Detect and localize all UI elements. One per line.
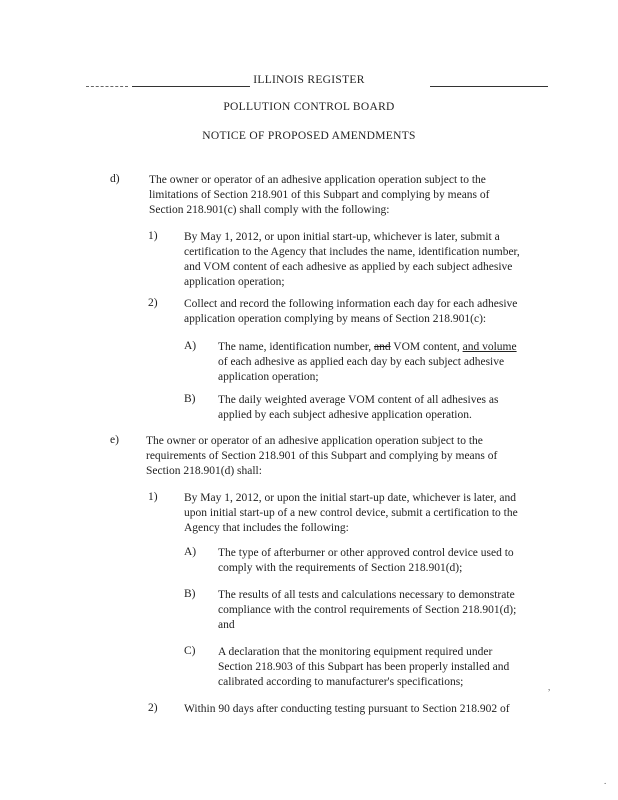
header-rule-left-dashes <box>86 86 128 87</box>
text-line: The owner or operator of an adhesive application operation subject to the <box>149 174 486 186</box>
deleted-text: and <box>374 341 391 353</box>
text-line: calibrated according to manufacturer's specifications; <box>218 676 464 688</box>
text-line: Section 218.903 of this Subpart has been properly installed and <box>218 661 510 673</box>
d-item-1-text <box>184 230 520 290</box>
text-line: The owner or operator of an adhesive application operation subject to the <box>146 435 483 447</box>
e-item-1-B-label: B) <box>184 588 196 600</box>
e-item-2-text <box>184 702 510 717</box>
text-line: application operation complying by means of Section 218.901(c): <box>184 313 487 325</box>
text-line: applied by each subject adhesive application operation. <box>218 409 472 421</box>
header-rule-left <box>132 86 250 87</box>
section-d-label: d) <box>110 173 120 185</box>
text-line: and <box>218 619 235 631</box>
d-item-2-A-label: A) <box>184 340 197 352</box>
section-e-text <box>146 434 497 479</box>
e-item-1-C-label: C) <box>184 645 196 657</box>
header-rule-right <box>430 86 548 87</box>
text-line: Section 218.901(c) shall comply with the following: <box>149 204 390 216</box>
text-line: By May 1, 2012, or upon initial start-up, whichever is later, submit a <box>184 231 500 243</box>
inserted-text: and volume <box>462 341 517 353</box>
text-line: Within 90 days after conducting testing pursuant to Section 218.902 of <box>184 703 510 715</box>
text-line: Collect and record the following information each day for each adhesive <box>184 298 518 310</box>
d-item-2-text <box>184 297 517 327</box>
e-item-1-B-text <box>218 588 516 633</box>
text-line: By May 1, 2012, or upon the initial start-up date, whichever is later, and <box>184 492 517 504</box>
e-item-1-label: 1) <box>148 491 158 503</box>
amended-line <box>218 340 517 355</box>
text-line: certification to the Agency that includes the name, identification number, <box>184 246 520 258</box>
e-item-1-A-text <box>218 546 514 576</box>
text-line: A declaration that the monitoring equipment required under <box>218 646 493 658</box>
text-line: application operation; <box>218 371 319 383</box>
d-item-1-label: 1) <box>148 230 158 242</box>
text-line: The daily weighted average VOM content of all adhesives as <box>218 394 499 406</box>
text-line: The results of all tests and calculations necessary to demonstrate <box>218 589 515 601</box>
text-fragment: The name, identification number, <box>218 341 372 353</box>
text-line: upon initial start-up of a new control device, submit a certification to the <box>184 507 518 519</box>
scan-mark-right: , <box>548 682 551 692</box>
register-title: ILLINOIS REGISTER <box>253 74 365 86</box>
section-d-text <box>149 173 490 218</box>
d-item-2-label: 2) <box>148 297 158 309</box>
text-line: compliance with the control requirements of Section 218.901(d); <box>218 604 517 616</box>
d-item-2-B-text <box>218 393 499 423</box>
d-item-2-B-label: B) <box>184 393 196 405</box>
text-line: comply with the requirements of Section 218.901(d); <box>218 562 463 574</box>
text-line: application operation; <box>184 276 285 288</box>
notice-title: NOTICE OF PROPOSED AMENDMENTS <box>202 130 416 142</box>
e-item-1-A-label: A) <box>184 546 197 558</box>
text-line: limitations of Section 218.901 of this Subpart and complying by means of <box>149 189 490 201</box>
section-e-label: e) <box>110 434 119 446</box>
text-line: Agency that includes the following: <box>184 522 349 534</box>
text-line: of each adhesive as applied each day by each subject adhesive <box>218 356 505 368</box>
e-item-2-label: 2) <box>148 702 158 714</box>
text-line: Section 218.901(d) shall: <box>146 465 262 477</box>
e-item-1-C-text <box>218 645 509 690</box>
text-line: The type of afterburner or other approved control device used to <box>218 547 514 559</box>
d-item-2-A-text <box>218 340 517 385</box>
board-title: POLLUTION CONTROL BOARD <box>223 101 395 113</box>
e-item-1-text <box>184 491 518 536</box>
text-line: and VOM content of each adhesive as applied by each subject adhesive <box>184 261 513 273</box>
text-line: requirements of Section 218.901 of this Subpart and complying by means of <box>146 450 498 462</box>
scan-mark-corner: . <box>604 776 607 786</box>
text-fragment: VOM content, <box>393 341 460 353</box>
